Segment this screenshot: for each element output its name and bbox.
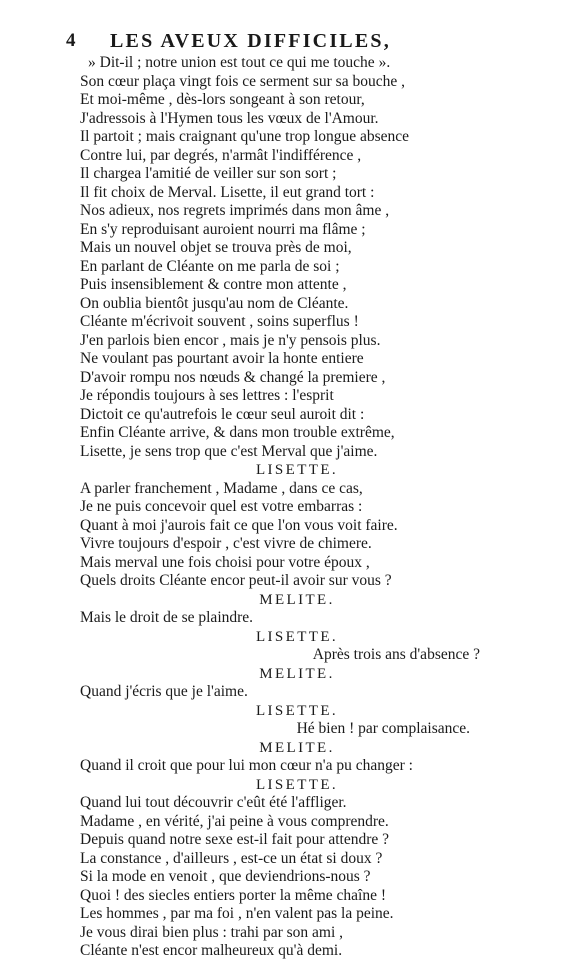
speaker-name: LISETTE. bbox=[255, 702, 339, 719]
verse-line: J'en parlois bien encor , mais je n'y pensois plus. bbox=[80, 331, 381, 349]
running-title: LES AVEUX DIFFICILES, bbox=[110, 30, 391, 52]
verse-line: Nos adieux, nos regrets imprimés dans mon âme , bbox=[80, 202, 390, 219]
verse-line: Quand il croit que pour lui mon cœur n'a pu changer : bbox=[80, 757, 413, 774]
verse-line: Dictoit ce qu'autrefois le cœur seul auroit dit : bbox=[80, 405, 365, 423]
verse-line: Les hommes , par ma foi , n'en valent pas la peine. bbox=[80, 905, 394, 922]
verse-line: Son cœur plaça vingt fois ce serment sur sa bouche , bbox=[80, 72, 405, 90]
verse-line: Et moi-même , dès-lors songeant à son retour, bbox=[80, 91, 365, 108]
verse-line: Il chargea l'amitié de veiller sur son sort ; bbox=[80, 165, 337, 182]
verse-line: Si la mode en venoit , que deviendrions-nous ? bbox=[80, 868, 371, 885]
verse-line: Quoi ! des siecles entiers porter la même chaîne ! bbox=[80, 886, 387, 904]
verse-line: Après trois ans d'absence ? bbox=[312, 646, 480, 663]
verse-line: Mais un nouvel objet se trouva près de moi, bbox=[80, 239, 352, 256]
verse-line: La constance , d'ailleurs , est-ce un état si doux ? bbox=[80, 849, 383, 867]
speaker-name: LISETTE. bbox=[255, 462, 339, 478]
verse-line: Mais merval une fois choisi pour votre époux , bbox=[80, 553, 370, 571]
page-number: 4 bbox=[66, 30, 76, 51]
verse-line: En parlant de Cléante on me parla de soi ; bbox=[80, 257, 340, 275]
verse-line: Je vous dirai bien plus : trahi par son ami , bbox=[80, 923, 344, 941]
verse-line: A parler franchement , Madame , dans ce cas, bbox=[80, 479, 363, 497]
verse-line: Ne voulant pas pourtant avoir la honte entiere bbox=[80, 350, 364, 367]
verse-line: On oublia bientôt jusqu'au nom de Cléante. bbox=[80, 294, 349, 312]
verse-line: Puis insensiblement & contre mon attente , bbox=[80, 276, 347, 293]
verse-line: Depuis quand notre sexe est-il fait pour attendre ? bbox=[80, 831, 390, 848]
verse-line: Je répondis toujours à ses lettres : l'esprit bbox=[80, 387, 334, 404]
page-header bbox=[66, 30, 506, 56]
verse-line: Contre lui, par degrés, n'armât l'indifférence , bbox=[80, 146, 362, 164]
verse-line: Je ne puis concevoir quel est votre embarras : bbox=[80, 498, 363, 515]
verse-line: Hé bien ! par complaisance. bbox=[296, 720, 470, 737]
speaker-name: MELITE. bbox=[259, 591, 335, 608]
verse-line: D'avoir rompu nos nœuds & changé la premiere , bbox=[80, 368, 386, 386]
verse-text bbox=[80, 54, 500, 961]
verse-line: » Dit-il ; notre union est tout ce qui me touche ». bbox=[88, 54, 391, 71]
speaker-name: MELITE. bbox=[259, 739, 335, 756]
verse-line: J'adressois à l'Hymen tous les vœux de l'Amour. bbox=[80, 109, 379, 127]
verse-line: Vivre toujours d'espoir , c'est vivre de chimere. bbox=[80, 535, 372, 552]
verse-line: En s'y reproduisant auroient nourri ma flâme ; bbox=[80, 220, 366, 238]
verse-line: Quels droits Cléante encor peut-il avoir sur vous ? bbox=[80, 572, 392, 589]
verse-line: Quant à moi j'aurois fait ce que l'on vous voit faire. bbox=[80, 516, 398, 534]
verse-line: Il partoit ; mais craignant qu'une trop longue absence bbox=[80, 128, 410, 145]
verse-line: Lisette, je sens trop que c'est Merval que j'aime. bbox=[80, 442, 378, 460]
verse-line: Madame , en vérité, j'ai peine à vous comprendre. bbox=[80, 812, 389, 830]
verse-line: Cléante n'est encor malheureux qu'à demi. bbox=[80, 942, 343, 959]
verse-line: Mais le droit de se plaindre. bbox=[80, 609, 254, 626]
speaker-name: LISETTE. bbox=[255, 628, 339, 645]
verse-line: Quand lui tout découvrir c'eût été l'affliger. bbox=[80, 794, 347, 811]
verse-line: Quand j'écris que je l'aime. bbox=[80, 683, 248, 700]
speaker-name: LISETTE. bbox=[255, 776, 339, 793]
verse-line: Il fit choix de Merval. Lisette, il eut grand tort : bbox=[80, 183, 375, 201]
verse-line: Enfin Cléante arrive, & dans mon trouble extrême, bbox=[80, 424, 395, 441]
speaker-name: MELITE. bbox=[259, 665, 335, 682]
verse-line: Cléante m'écrivoit souvent , soins superflus ! bbox=[80, 313, 359, 330]
